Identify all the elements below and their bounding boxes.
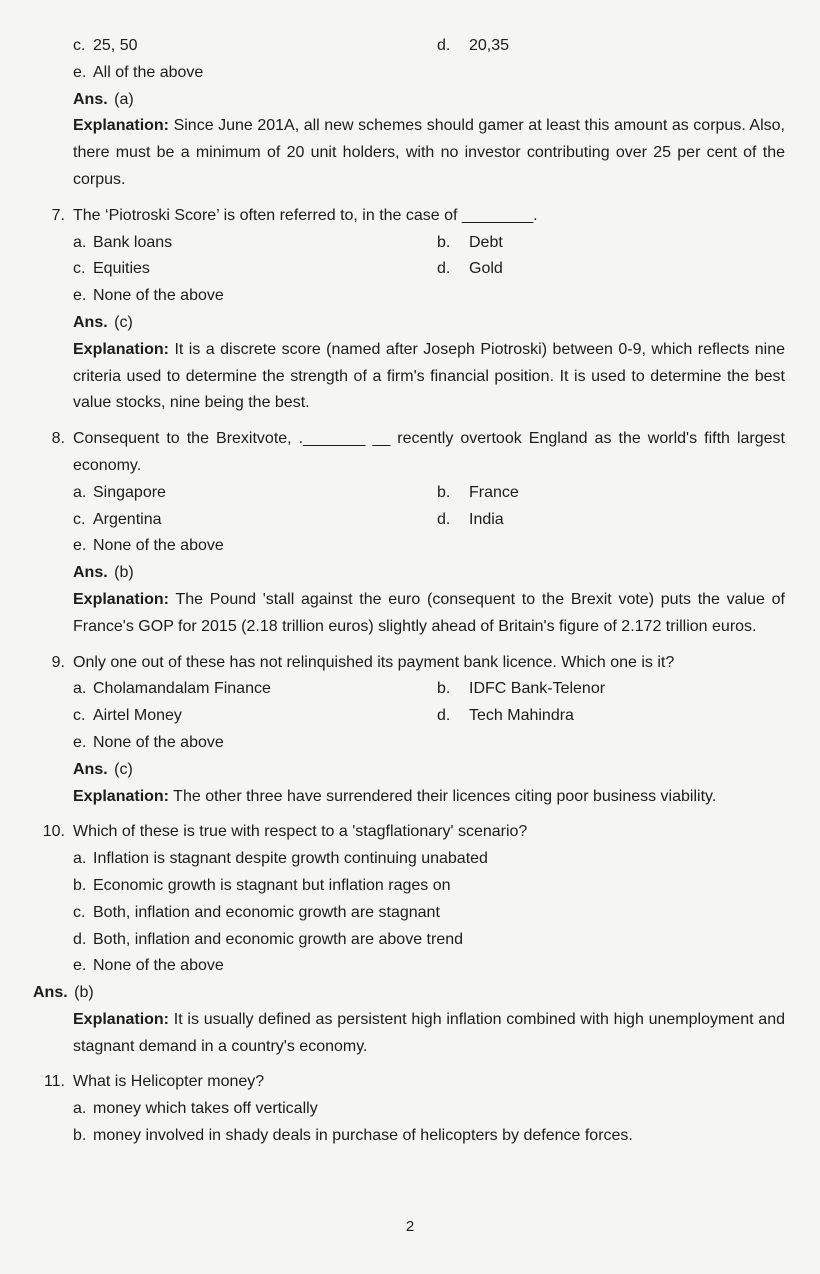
option-letter: c. — [73, 260, 86, 278]
option-text: None of the above — [93, 287, 224, 305]
option-text: Bank loans — [93, 233, 173, 251]
question-text: Only one out of these has not relinquished its payment bank licence. Which one is it? — [73, 653, 675, 671]
option-row — [73, 33, 785, 60]
question-number: 9. — [51, 653, 65, 671]
explanation-text: It is usually defined as persistent high inflation combined with high unemployment and stagnant demand in a country's economy. — [73, 1010, 785, 1055]
page-number: 2 — [405, 1218, 415, 1235]
option-row — [73, 533, 785, 560]
answer-label: Ans. — [73, 564, 108, 582]
option-cell — [437, 480, 785, 507]
explanation-label: Explanation: — [73, 117, 170, 135]
option-text: Both, inflation and economic growth are above trend — [93, 930, 464, 948]
option-cell — [73, 676, 437, 703]
option-text: Both, inflation and economic growth are stagnant — [93, 903, 440, 921]
option-cell — [73, 230, 437, 257]
explanation-label: Explanation: — [73, 340, 170, 358]
option-letter: c. — [73, 707, 86, 725]
option-cell — [437, 33, 785, 60]
option-letter: b. — [437, 233, 451, 251]
option-letter: d. — [437, 37, 451, 54]
question — [33, 426, 785, 480]
explanation — [73, 1007, 785, 1061]
option-cell — [73, 1123, 785, 1150]
explanation-text: Since June 201A, all new schemes should gamer at least this amount as corpus. Also, there must be a minimum of 20 unit holders, with no investor contributing over 25 per cent of the corpus. — [73, 117, 785, 188]
option-letter: b. — [73, 876, 87, 894]
explanation-text: It is a discrete score (named after Joseph Piotroski) between 0-9, which reflects nine criteria used to determine the strength of a firm's financial position. It is used to determine the best value stocks, nine being the best. — [73, 340, 786, 412]
option-cell — [437, 676, 785, 703]
question-number: 7. — [51, 206, 65, 224]
question-number: 8. — [51, 430, 65, 448]
option-letter: c. — [73, 903, 86, 921]
option-text: money involved in shady deals in purchase of helicopters by defence forces. — [93, 1127, 633, 1145]
answer-label: Ans. — [73, 313, 108, 331]
question-text: What is Helicopter money? — [73, 1073, 265, 1091]
option-text: Cholamandalam Finance — [93, 680, 271, 698]
option-letter: e. — [73, 63, 87, 81]
option-text: None of the above — [93, 733, 224, 751]
explanation-text: The Pound 'stall against the euro (consequent to the Brexit vote) puts the value of France's GOP for 2015 (2.18 trillion euros) slightly ahead of Britain's figure of 2.172 trillion euros. — [73, 590, 785, 635]
option-text: Singapore — [93, 483, 166, 501]
explanation-label: Explanation: — [73, 1010, 170, 1028]
explanation — [73, 337, 785, 417]
option-cell — [437, 230, 785, 257]
question-text: Which of these is true with respect to a 'stagflationary' scenario? — [73, 823, 528, 841]
option-letter: b. — [437, 483, 451, 501]
option-letter: b. — [73, 1127, 87, 1145]
question-block-9 — [33, 650, 785, 811]
question-block-7 — [33, 203, 785, 417]
option-row — [73, 873, 785, 900]
option-text: money which takes off vertically — [93, 1100, 318, 1118]
option-text: Tech Mahindra — [469, 707, 574, 725]
question-text: Consequent to the Brexitvote, ._______ __ recently overtook England as the world's fifth largest economy. — [73, 430, 785, 474]
answer-value: (c) — [114, 313, 133, 331]
question-text: The ‘Piotroski Score’ is often referred to, in the case of ________. — [73, 206, 538, 224]
answer-row — [73, 87, 785, 114]
option-letter: e. — [73, 537, 87, 555]
option-cell — [73, 33, 437, 60]
explanation — [73, 784, 785, 811]
option-text: France — [469, 483, 519, 501]
option-letter: c. — [73, 37, 86, 54]
answer-row — [73, 757, 785, 784]
option-cell — [73, 730, 785, 757]
option-text: None of the above — [93, 957, 224, 975]
option-text: Inflation is stagnant despite growth continuing unabated — [93, 850, 488, 868]
question — [33, 203, 785, 230]
option-letter: e. — [73, 957, 87, 975]
option-cell — [73, 283, 785, 310]
explanation — [73, 587, 785, 641]
option-row — [73, 703, 785, 730]
question — [33, 819, 785, 846]
option-row — [73, 730, 785, 757]
answer-label: Ans. — [33, 984, 68, 1002]
explanation — [73, 113, 785, 193]
option-row — [73, 256, 785, 283]
option-text: Equities — [93, 260, 150, 278]
option-cell — [73, 1096, 785, 1123]
option-text: Economic growth is stagnant but inflation rages on — [93, 876, 451, 894]
page-content — [33, 33, 785, 1150]
answer-value: (a) — [114, 90, 134, 108]
option-letter: a. — [73, 1100, 87, 1118]
question-block-6-partial — [33, 33, 785, 194]
option-cell — [73, 927, 785, 954]
option-letter: a. — [73, 850, 87, 868]
option-row — [73, 927, 785, 954]
option-row — [73, 230, 785, 257]
option-row — [73, 507, 785, 534]
option-text: All of the above — [93, 63, 204, 81]
option-text: India — [469, 510, 504, 528]
option-cell — [73, 846, 785, 873]
option-row — [73, 953, 785, 980]
question-number: 10. — [42, 823, 65, 841]
option-cell — [73, 703, 437, 730]
option-cell — [73, 953, 785, 980]
option-letter: a. — [73, 680, 87, 698]
answer-row — [73, 310, 785, 337]
explanation-label: Explanation: — [73, 787, 170, 805]
option-letter: d. — [437, 510, 451, 528]
option-row — [73, 900, 785, 927]
answer-row-outdented — [33, 980, 785, 1007]
option-row — [73, 676, 785, 703]
option-letter: a. — [73, 233, 87, 251]
option-cell — [73, 480, 437, 507]
option-text: Debt — [469, 233, 503, 251]
option-text: Argentina — [93, 510, 162, 528]
question-number: 11. — [43, 1073, 65, 1091]
option-cell — [73, 873, 785, 900]
option-letter: d. — [437, 707, 451, 725]
question-block-11 — [33, 1069, 785, 1149]
option-cell — [437, 507, 785, 534]
answer-value: (c) — [114, 760, 133, 778]
explanation-text: The other three have surrendered their licences citing poor business viability. — [173, 787, 717, 805]
option-letter: d. — [437, 260, 451, 278]
option-letter: e. — [73, 287, 87, 305]
option-cell — [73, 533, 785, 560]
answer-value: (b) — [114, 564, 134, 582]
option-letter: e. — [73, 733, 87, 751]
question — [33, 650, 785, 677]
option-cell — [73, 900, 785, 927]
option-cell — [437, 703, 785, 730]
option-row — [73, 283, 785, 310]
option-letter: a. — [73, 483, 87, 501]
answer-label: Ans. — [73, 90, 108, 108]
option-cell — [73, 60, 785, 87]
question-block-10 — [33, 819, 785, 1060]
question — [33, 1069, 785, 1096]
option-row — [73, 846, 785, 873]
option-text: 25, 50 — [93, 37, 138, 54]
option-text: Airtel Money — [93, 707, 182, 725]
option-letter: b. — [437, 680, 451, 698]
option-letter: c. — [73, 510, 86, 528]
option-cell — [73, 256, 437, 283]
question-block-8 — [33, 426, 785, 640]
option-text: 20,35 — [469, 37, 510, 54]
option-row — [73, 60, 785, 87]
option-row — [73, 1096, 785, 1123]
option-row — [73, 480, 785, 507]
option-cell — [73, 507, 437, 534]
option-row — [73, 1123, 785, 1150]
explanation-label: Explanation: — [73, 590, 170, 608]
answer-value: (b) — [74, 984, 94, 1002]
option-cell — [437, 256, 785, 283]
option-text: Gold — [469, 260, 503, 278]
answer-label: Ans. — [73, 760, 108, 778]
option-letter: d. — [73, 930, 87, 948]
option-text: None of the above — [93, 537, 224, 555]
answer-row — [73, 560, 785, 587]
option-text: IDFC Bank-Telenor — [469, 680, 606, 698]
